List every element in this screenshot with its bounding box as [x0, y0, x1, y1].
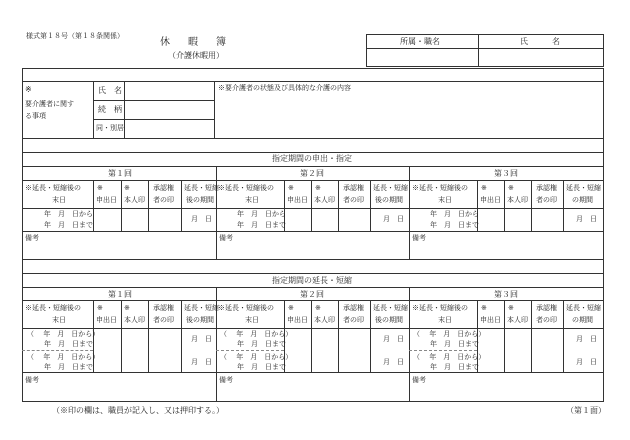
ext-r2-approve2: 者の印 [343, 316, 364, 324]
app-r1-after1: 延長・短縮 [184, 184, 219, 192]
ext-r3-period-h2: 末日 [438, 316, 452, 324]
ext-r1-to-b: 年 月 日まで [44, 363, 93, 371]
dept-label: 所属・職名 [400, 37, 440, 46]
ext-r2-after2: 後の期間 [375, 316, 403, 324]
app-r1-approve2: 者の印 [153, 196, 174, 204]
app-r2-mark2: ※ [315, 184, 321, 192]
app-r3-monthday: 月 日 [576, 215, 597, 223]
care-mark: ※ [25, 85, 32, 94]
app-r1-period-h: ※延長・短縮後の [25, 184, 81, 192]
ext-r3-to-a: 年 月 日まで [430, 340, 479, 348]
ext-r1-after2: 後の期間 [186, 316, 214, 324]
ext-r1-from-a: （ 年 月 日から） [27, 330, 100, 338]
app-r3-remarks: 備考 [412, 234, 426, 242]
app-r3-approve2: 者の印 [536, 196, 557, 204]
ext-r2-remarks: 備考 [219, 376, 233, 384]
extension-section-title: 指定期間の延長・短縮 [272, 276, 352, 285]
ext-r2-mark1: ※ [288, 304, 294, 312]
footer-page: （第１面） [566, 406, 606, 415]
ext-r1-remarks: 備考 [25, 376, 39, 384]
app-r1-period-h2: 末日 [52, 196, 66, 204]
app-r2-remarks: 備考 [219, 234, 233, 242]
app-r2-mark1: ※ [288, 184, 294, 192]
care-name-field[interactable] [125, 82, 213, 100]
ext-r1-mark1: ※ [97, 304, 103, 312]
ext-r2-approve1: 承認権 [343, 304, 364, 312]
app-r1-after2: 後の期間 [186, 196, 214, 204]
ext-r3-monthday-a: 月 日 [576, 335, 597, 343]
form-title: 休 暇 簿 [160, 37, 230, 48]
form-subtitle: （介護休暇用） [168, 51, 224, 60]
app-r2-period-h: ※延長・短縮後の [218, 184, 274, 192]
care-cohab-label: 同・別居 [96, 124, 124, 132]
ext-r3-submit: 申出日 [480, 316, 501, 324]
app-round-2: 第２回 [300, 169, 324, 178]
app-r3-after1: 延長・短縮 [566, 184, 601, 192]
care-name-label: 氏 名 [98, 86, 122, 95]
app-r2-from: 年 月 日から [237, 210, 286, 218]
ext-r2-period-h2: 末日 [245, 316, 259, 324]
care-cohab-field[interactable] [125, 120, 213, 138]
ext-r3-monthday-b: 月 日 [576, 358, 597, 366]
app-r2-to: 年 月 日まで [237, 221, 286, 229]
ext-r2-seal: 本人印 [314, 316, 335, 324]
ext-r1-to-a: 年 月 日まで [44, 340, 93, 348]
ext-r3-after1: 延長・短縮 [566, 304, 601, 312]
ext-r3-approve1: 承認権 [536, 304, 557, 312]
app-r1-mark1: ※ [97, 184, 103, 192]
care-relation-field[interactable] [125, 101, 213, 119]
ext-r2-from-a: （ 年 月 日から） [220, 330, 293, 338]
ext-r1-approve1: 承認権 [153, 304, 174, 312]
app-r3-to: 年 月 日まで [430, 221, 479, 229]
app-r3-period-h2: 末日 [438, 196, 452, 204]
care-condition-field[interactable] [215, 93, 602, 137]
app-r1-approve1: 承認権 [153, 184, 174, 192]
ext-round-3: 第３回 [494, 290, 518, 299]
dept-field[interactable] [367, 49, 477, 65]
app-r3-from: 年 月 日から [430, 210, 479, 218]
app-r1-seal: 本人印 [124, 196, 145, 204]
app-round-1: 第１回 [108, 169, 132, 178]
app-r1-from: 年 月 日から [44, 210, 93, 218]
name-label: 氏 名 [520, 37, 560, 46]
app-r3-mark1: ※ [481, 184, 487, 192]
app-r2-approve1: 承認権 [343, 184, 364, 192]
form-number: 様式第１８号（第１８条関係） [26, 32, 124, 40]
ext-r3-remarks: 備考 [412, 376, 426, 384]
ext-r2-to-b: 年 月 日まで [237, 363, 286, 371]
app-r3-submit: 申出日 [480, 196, 501, 204]
ext-r3-approve2: 者の印 [536, 316, 557, 324]
app-r3-approve1: 承認権 [536, 184, 557, 192]
app-r1-to: 年 月 日まで [44, 221, 93, 229]
app-r3-mark2: ※ [508, 184, 514, 192]
care-condition-label: ※要介護者の状態及び具体的な介護の内容 [218, 84, 351, 92]
name-field[interactable] [479, 49, 602, 65]
ext-r1-monthday-a: 月 日 [191, 335, 212, 343]
ext-r2-monthday-a: 月 日 [383, 335, 404, 343]
app-r2-approve2: 者の印 [343, 196, 364, 204]
ext-r1-from-b: （ 年 月 日から） [27, 353, 100, 361]
app-r2-monthday: 月 日 [383, 215, 404, 223]
ext-r1-mark2: ※ [124, 304, 130, 312]
ext-r3-period-h: ※延長・短縮後の [412, 304, 468, 312]
ext-r2-to-a: 年 月 日まで [237, 340, 286, 348]
app-r1-remarks: 備考 [25, 234, 39, 242]
ext-r2-monthday-b: 月 日 [383, 358, 404, 366]
ext-r3-to-b: 年 月 日まで [430, 363, 479, 371]
app-r2-period-h2: 末日 [245, 196, 259, 204]
application-section-title: 指定期間の申出・指定 [272, 154, 352, 163]
app-r2-seal: 本人印 [314, 196, 335, 204]
ext-r3-mark1: ※ [481, 304, 487, 312]
app-r2-submit: 申出日 [287, 196, 308, 204]
ext-r3-after2: の期間 [572, 316, 593, 324]
app-round-3: 第３回 [494, 169, 518, 178]
ext-r2-after1: 延長・短縮 [373, 304, 408, 312]
ext-r1-approve2: 者の印 [153, 316, 174, 324]
ext-r3-seal: 本人印 [507, 316, 528, 324]
app-r2-after1: 延長・短縮 [373, 184, 408, 192]
app-r3-seal: 本人印 [507, 196, 528, 204]
ext-r3-from-b: （ 年 月 日から） [413, 353, 486, 361]
ext-r1-seal: 本人印 [124, 316, 145, 324]
ext-r3-from-a: （ 年 月 日から） [413, 330, 486, 338]
ext-r2-period-h: ※延長・短縮後の [218, 304, 274, 312]
ext-r1-after1: 延長・短縮 [184, 304, 219, 312]
ext-r1-period-h: ※延長・短縮後の [25, 304, 81, 312]
ext-round-1: 第１回 [108, 290, 132, 299]
care-label-2: る事項 [25, 112, 46, 120]
ext-round-2: 第２回 [300, 290, 324, 299]
ext-r2-submit: 申出日 [287, 316, 308, 324]
ext-r1-period-h2: 末日 [52, 316, 66, 324]
app-r3-period-h: ※延長・短縮後の [412, 184, 468, 192]
footer-note: （※印の欄は、職員が記入し、又は押印する。） [52, 406, 224, 415]
care-label-1: 要介護者に関す [25, 100, 74, 108]
ext-r3-mark2: ※ [508, 304, 514, 312]
ext-r2-mark2: ※ [315, 304, 321, 312]
ext-r1-submit: 申出日 [96, 316, 117, 324]
app-r3-after2: の期間 [572, 196, 593, 204]
app-r1-monthday: 月 日 [191, 215, 212, 223]
app-r1-submit: 申出日 [96, 196, 117, 204]
app-r1-mark2: ※ [124, 184, 130, 192]
ext-r2-from-b: （ 年 月 日から） [220, 353, 293, 361]
app-r2-after2: 後の期間 [375, 196, 403, 204]
ext-r1-monthday-b: 月 日 [191, 358, 212, 366]
care-relation-label: 続 柄 [98, 105, 122, 114]
